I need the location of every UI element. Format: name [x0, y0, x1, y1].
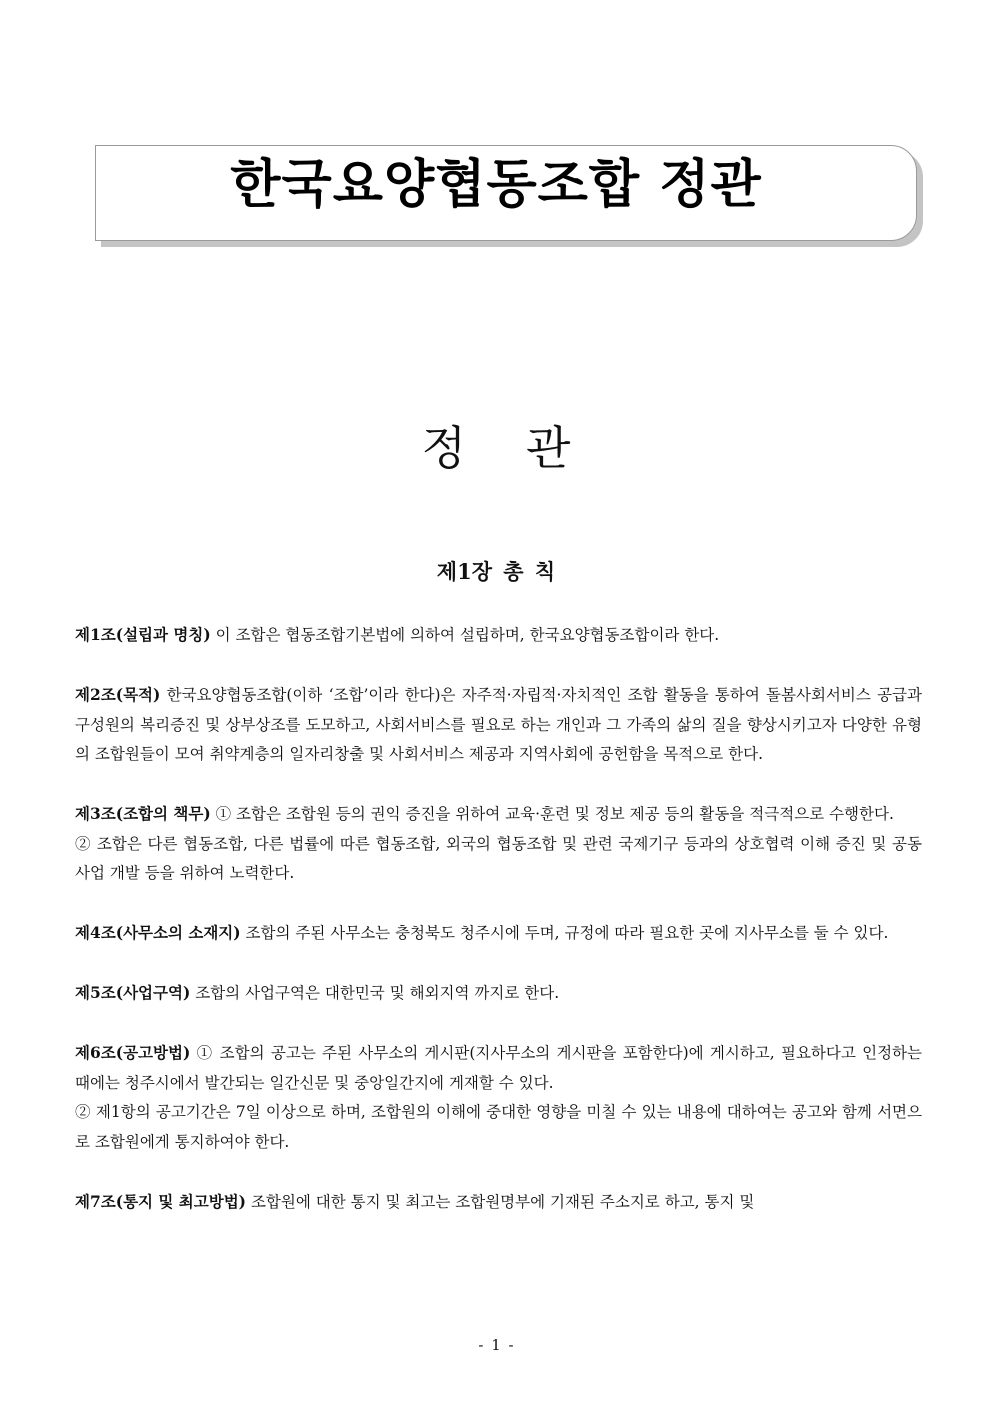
article-text: 이 조합은 협동조합기본법에 의하여 설립하며, 한국요양협동조합이라 한다.: [215, 626, 720, 644]
article-6: [75, 1038, 922, 1157]
article-title: 제5조(사업구역): [75, 983, 191, 1002]
articles-body: [75, 620, 922, 1247]
article-4: [75, 918, 922, 949]
page-number: - 1 -: [478, 1336, 514, 1354]
article-title: 제7조(통지 및 최고방법): [75, 1191, 247, 1211]
article-title: 제6조(공고방법): [75, 1043, 191, 1062]
article-text: ① 조합은 조합원 등의 권익 증진을 위하여 교육·훈련 및 정보 제공 등의 활동을 적극적으로 수행한다.: [215, 805, 894, 823]
article-text: 조합의 주된 사무소는 충청북도 청주시에 두며, 규정에 따라 필요한 곳에 지사무소를 둘 수 있다.: [245, 924, 889, 942]
article-3: [75, 799, 922, 889]
chapter-heading: 제1장 총 칙: [436, 559, 556, 584]
article-text: ① 조합의 공고는 주된 사무소의 게시판(지사무소의 게시판을 포함한다)에 게시하고, 필요하다고 인정하는 때에는 청주시에서 발간되는 일간신문 및 중앙일간지에 게재할 수 있다.: [75, 1044, 922, 1092]
article-paragraph: ② 제1항의 공고기간은 7일 이상으로 하며, 조합원의 이해에 중대한 영향을 미칠 수 있는 내용에 대하여는 공고와 함께 서면으로 조합원에게 통지하여야 한다.: [75, 1103, 922, 1151]
article-title: 제1조(설립과 명칭): [75, 625, 211, 644]
article-7: [75, 1187, 922, 1218]
banner-title: 한국요양협동조합 정관: [230, 155, 762, 215]
article-2: [75, 680, 922, 770]
article-text: 조합원에 대한 통지 및 최고는 조합원명부에 기재된 주소지로 하고, 통지 및: [250, 1192, 755, 1211]
article-5: [75, 978, 922, 1009]
article-title: 제3조(조합의 책무): [75, 804, 211, 823]
article-paragraph: ② 조합은 다른 협동조합, 다른 법률에 따른 협동조합, 외국의 협동조합 및 관련 국제기구 등과의 상호협력 이해 증진 및 공동사업 개발 등을 위하여 노력한다.: [75, 834, 922, 882]
article-1: [75, 620, 922, 651]
article-text: 조합의 사업구역은 대한민국 및 해외지역 까지로 한다.: [195, 984, 560, 1002]
article-text: 한국요양협동조합(이하 ‘조합’이라 한다)은 자주적·자립적·자치적인 조합 활동을 통하여 돌봄사회서비스 공급과 구성원의 복리증진 및 상부상조를 도모하고, 사회서비스를 필요로 하는 개인과 그 가족의 삶의 질을 향상시키고자 다양한 유형의 조합원들이 모여 취약계층의 일자리창출 및 사회서비스 제공과 지역사회에 공헌함을 목적으로 한다.: [75, 686, 922, 763]
article-title: 제4조(사무소의 소재지): [75, 923, 241, 942]
document-heading: 정관: [421, 421, 631, 475]
article-title: 제2조(목적): [75, 685, 161, 704]
